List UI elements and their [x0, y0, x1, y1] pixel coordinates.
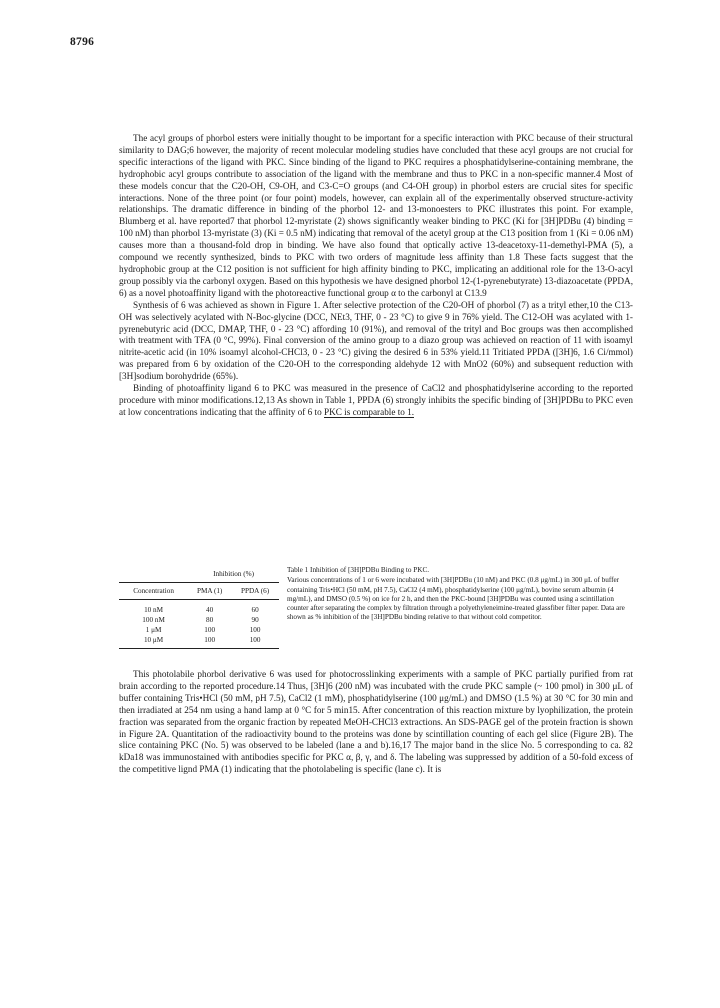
- body-text-top: [119, 133, 633, 419]
- table-cell: 90: [251, 616, 259, 624]
- paragraph-synthesis: Synthesis of 6 was achieved as shown in Figure 1. After selective protection of the C20-OH of phorbol (7) as a trityl ether,10 the C13-OH was selectively acylated with N-Boc-glycine (DCC, NEt3, THF, 0 - 23 °C) to give 9 in 76% yield. The C12-OH was acylated with 1-pyrenebutyric acid (DCC, DMAP, THF, 0 - 23 °C) affording 10 (91%), and removal of the trityl and Boc groups was then accomplished with treatment with TFA (0 °C, 99%). Final conversion of the amino group to a diazo group was achieved on reaction of 11 with isoamyl nitrite-acetic acid (in 10% isoamyl alcohol-CHCl3, 0 - 23 °C) giving the desired 6 in 53% yield.11 Tritiated PPDA ([3H]6, 1.6 Ci/mmol) was prepared from 6 by oxidation of the C20-OH to the corresponding aldehyde 12 with MnO2 (60%) and subsequent reduction with [3H]sodium borohydride (65%).: [119, 299, 633, 382]
- table-cell: 100 nM: [142, 616, 165, 624]
- paragraph-binding: [119, 383, 633, 419]
- inhibition-table: [119, 569, 279, 649]
- table-column-header: Concentration: [119, 583, 188, 600]
- paragraph-photocrosslinking: This photolabile phorbol derivative 6 was used for photocrosslinking experiments with a sample of PKC partially purified from rat brain according to the reported procedure.14 Thus, [3H]6 (200 nM) was incubated with the crude PKC sample (~ 100 pmol) in 300 μL of buffer containing Tris•HCl (50 mM, pH 7.5), CaCl2 (1 mM), phosphatidylserine (100 μg/mL) and DMSO (1.5 %) at 30 °C for 30 min and then irradiated at 254 nm using a hand lamp at 0 °C for 5 min15. After concentration of this reaction mixture by lyophilization, the protein fraction was separated from the organic fraction by repeated MeOH-CHCl3 extractions. An SDS-PAGE gel of the protein fraction is shown in Figure 2A. Quantitation of the radioactivity bound to the proteins was done by scintillation counting of each gel slice (Figure 2B). The slice containing PKC (No. 5) was observed to be labeled (lane a and b).16,17 The major band in the slice No. 5 corresponding to ca. 82 kDa18 was immunostained with antibodies specific for PKC α, β, γ, and δ. The labeling was suppressed by addition of a 50-fold excess of the competitive lignd PMA (1) indicating that the photolabeling is specific (lane c). It is: [119, 669, 633, 775]
- table-column-header: PMA (1): [188, 583, 231, 600]
- table-caption-title: Table 1 Inhibition of [3H]PDBu Binding to PKC.: [287, 566, 430, 574]
- paragraph-binding-text: Binding of photoaffinity ligand 6 to PKC was measured in the presence of CaCl2 and phosphatidylserine according to the reported procedure with minor modifications.12,13 As shown in Table 1, PPDA (6) strongly inhibits the specific binding of [3H]PDBu to PKC even at low concentrations indicating that the affinity of 6 to: [119, 383, 633, 417]
- table-cell: 80: [206, 616, 214, 624]
- table-row: [119, 625, 279, 635]
- table-cell: 100: [188, 635, 231, 649]
- table-cell: 10 μM: [119, 635, 188, 649]
- table-cell: 100: [204, 626, 216, 634]
- table-row: [119, 615, 279, 625]
- table-caption-body: Various concentrations of 1 or 6 were incubated with [3H]PDBu (10 nM) and PKC (0.8 μg/mL) in 300 μL of buffer containing Tris•HCl (50 mM, pH 7.5), CaCl2 (4 mM), phosphatidylserine (100 μg/mL), bovine serum albumin (4 mg/mL), and DMSO (0.5 %) on ice for 2 h, and then the PKC-bound [3H]PDBu was counted using a scintillation counter after separating the complex by filtration through a polyethyleneimine-treated glassfiber filter paper. Data are shown as % inhibition of the [3H]PDBu binding relative to that without cold competitor.: [287, 576, 625, 622]
- table-row: [119, 635, 279, 649]
- table-cell: 10 nM: [144, 606, 164, 614]
- table-1: [119, 569, 279, 649]
- page-number: 8796: [70, 36, 95, 48]
- table-cell: 100: [231, 635, 279, 649]
- table-group-header: Inhibition (%): [213, 570, 255, 578]
- table-1-caption: [287, 566, 633, 623]
- table-column-header: PPDA (6): [231, 583, 279, 600]
- paragraph-binding-last-line: PKC is comparable to 1.: [323, 406, 415, 417]
- table-cell: 60: [251, 606, 259, 614]
- paragraph-acyl-groups: The acyl groups of phorbol esters were initially thought to be important for a specific interaction with PKC because of their structural similarity to DAG;6 however, the majority of recent molecular modeling studies have concluded that these acyl groups are not crucial for specific interactions of the ligand with PKC. Since binding of the ligand to PKC requires a phosphatidylserine-containing membrane, the hydrophobic acyl groups contribute to association of the ligand with the membrane and thus to PKC in a non-specific manner.4 Most of these models concur that the C20-OH, C9-OH, and C3-C=O groups (and C4-OH group) in phorbol esters are crucial sites for specific interactions. None of the three point (or four point) models, however, can explain all of the experimentally observed structure-activity relationships. The dramatic difference in binding of the phorbol 12- and 13-monoesters to PKC illustrates this point. For example, Blumberg et al. have reported7 that phorbol 12-myristate (2) shows significantly weaker binding to PKC (Ki for [3H]PDBu (4) binding = 100 nM) than phorbol 13-myristate (3) (Ki = 0.5 nM) indicating that removal of the acetyl group at the C13 position from 1 (Ki = 0.06 nM) causes more than a thousand-fold drop in binding. We have also found that optically active 13-deacetoxy-11-demethyl-PMA (5), a compound we recently synthesized, binds to PKC with two orders of magnitude less affinity than 1.8 These facts suggest that the hydrophobic group at the C12 position is not sufficient for high affinity binding to PKC, implicating an additional role for the 13-O-acyl group possibly via the carbonyl oxygen. Based on this hypothesis we have designed phorbol 12-(1-pyrenebutyrate) 13-diazoacetate (PPDA, 6) as a novel photoaffinity ligand with the photoreactive functional group α to the carbonyl at C13.9: [119, 133, 633, 298]
- table-cell: 40: [206, 606, 214, 614]
- body-text-bottom: [119, 669, 633, 776]
- table-cell: 100: [249, 626, 261, 634]
- table-cell: 1 μM: [145, 626, 162, 634]
- table-row: [119, 600, 279, 616]
